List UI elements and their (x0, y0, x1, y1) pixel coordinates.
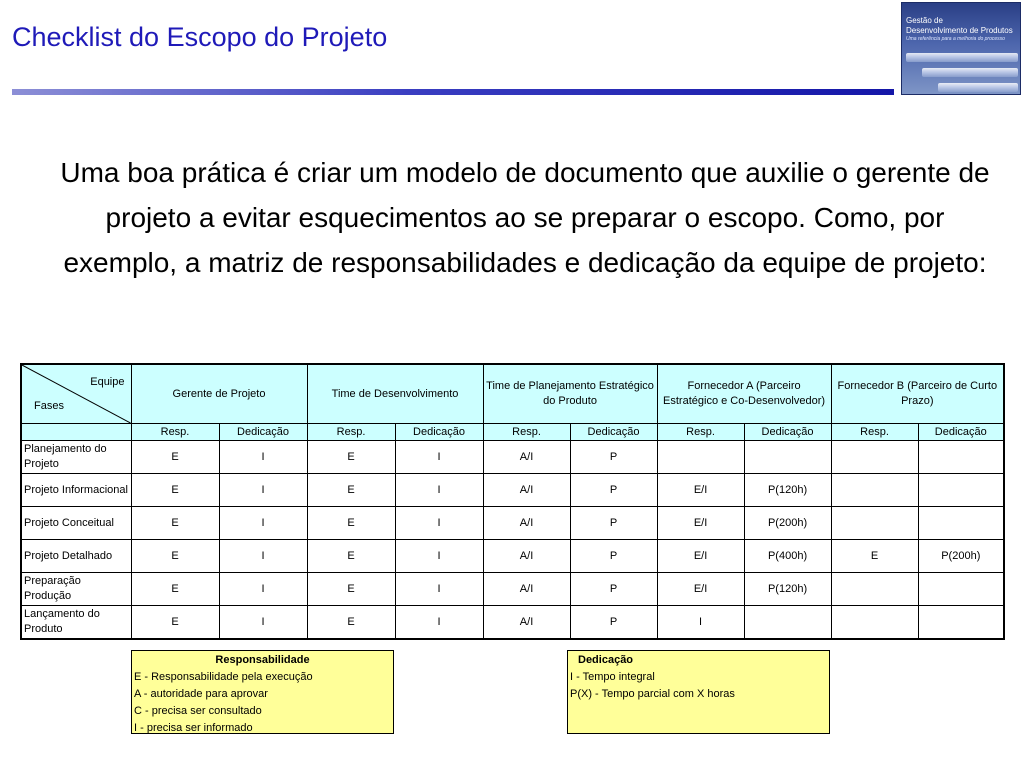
table-row (21, 507, 1004, 540)
subheader-dedicacao: Dedicação (395, 424, 483, 441)
corner-label-fases: Fases (34, 400, 64, 412)
subheader-dedicacao: Dedicação (570, 424, 657, 441)
table-cell: P (570, 441, 657, 474)
table-row (21, 474, 1004, 507)
table-cell: I (219, 474, 307, 507)
logo-graphic (906, 53, 1018, 95)
table-cell (657, 441, 744, 474)
legend-responsabilidade (131, 650, 394, 734)
team-header-row (21, 364, 1004, 424)
legend-item: E - Responsabilidade pela execução (134, 671, 313, 683)
logo-bar (906, 53, 1018, 62)
table-cell: P (570, 540, 657, 573)
logo-line-2: Desenvolvimento de Produtos (906, 26, 1013, 35)
table-cell (831, 573, 918, 606)
table-cell: I (219, 507, 307, 540)
table-cell (831, 441, 918, 474)
table-cell: E (307, 606, 395, 640)
table-cell (918, 573, 1004, 606)
table-cell: E (131, 474, 219, 507)
table-cell (918, 441, 1004, 474)
table-cell: P(120h) (744, 573, 831, 606)
table-cell: P(200h) (918, 540, 1004, 573)
table-cell: A/I (483, 540, 570, 573)
table-cell: P(200h) (744, 507, 831, 540)
table-cell: I (395, 474, 483, 507)
table-cell (831, 507, 918, 540)
table-cell: I (395, 507, 483, 540)
table-cell: I (657, 606, 744, 640)
table-cell: P(120h) (744, 474, 831, 507)
table-cell: I (219, 540, 307, 573)
table-cell: E (131, 606, 219, 640)
team-header: Gerente de Projeto (131, 364, 307, 424)
subheader-resp: Resp. (307, 424, 395, 441)
legend-title: Dedicação (578, 654, 634, 666)
table-cell: A/I (483, 573, 570, 606)
logo-bar (938, 83, 1018, 92)
phase-name: Preparação Produção (21, 573, 131, 606)
table-cell: I (395, 540, 483, 573)
table-cell (918, 606, 1004, 640)
table-cell: P (570, 474, 657, 507)
table-cell: I (219, 441, 307, 474)
subheader-dedicacao: Dedicação (744, 424, 831, 441)
subheader-resp: Resp. (831, 424, 918, 441)
intro-paragraph: Uma boa prática é criar um modelo de documento que auxilie o gerente de projeto a evitar esquecimentos ao se preparar o escopo. Como, por exemplo, a matriz de responsabilidades e dedicação da equipe de projeto: (60, 157, 990, 278)
legend-title: Responsabilidade (215, 654, 310, 666)
subheader-resp: Resp. (483, 424, 570, 441)
legend-item: I - Tempo integral (570, 671, 655, 683)
table-cell (918, 474, 1004, 507)
table-cell: E/I (657, 507, 744, 540)
table-cell: E/I (657, 474, 744, 507)
table-cell: E (307, 474, 395, 507)
legend-dedicacao (567, 650, 830, 734)
legend-item: I - precisa ser informado (134, 722, 253, 734)
phase-name: Lançamento do Produto (21, 606, 131, 640)
table-cell: A/I (483, 474, 570, 507)
table-cell: E/I (657, 573, 744, 606)
table-cell: E (307, 507, 395, 540)
table-cell: E (307, 573, 395, 606)
table-cell (744, 606, 831, 640)
table-cell (744, 441, 831, 474)
table-cell: E (131, 441, 219, 474)
subheader-resp: Resp. (657, 424, 744, 441)
table-cell: I (219, 606, 307, 640)
table-cell (831, 474, 918, 507)
table-row (21, 573, 1004, 606)
table-cell (831, 606, 918, 640)
corner-label-equipe: Equipe (90, 376, 125, 388)
table-cell: A/I (483, 441, 570, 474)
table-cell: E (131, 507, 219, 540)
table-cell: P (570, 507, 657, 540)
table-cell: A/I (483, 606, 570, 640)
page-title: Checklist do Escopo do Projeto (12, 22, 388, 52)
table-cell: E (131, 540, 219, 573)
table-cell (918, 507, 1004, 540)
team-header: Time de Planejamento Estratégico do Produto (483, 364, 657, 424)
table-cell: E/I (657, 540, 744, 573)
logo-line-1: Gestão de (906, 16, 943, 25)
table-cell: E (131, 573, 219, 606)
table-cell: P(400h) (744, 540, 831, 573)
title-underline (12, 89, 894, 95)
logo-tagline: Uma referência para a melhoria do processo (906, 36, 1005, 42)
subheader-dedicacao: Dedicação (219, 424, 307, 441)
phase-name: Projeto Informacional (21, 474, 131, 507)
table-cell: P (570, 573, 657, 606)
table-cell: E (307, 441, 395, 474)
phase-name: Projeto Conceitual (21, 507, 131, 540)
phase-name: Projeto Detalhado (21, 540, 131, 573)
team-header: Fornecedor B (Parceiro de Curto Prazo) (831, 364, 1004, 424)
subheader-blank (21, 424, 131, 441)
table-cell: I (395, 573, 483, 606)
diagonal-line (22, 365, 131, 423)
corner-cell (21, 364, 131, 424)
table-cell: I (395, 441, 483, 474)
team-header: Time de Desenvolvimento (307, 364, 483, 424)
legend-item: C - precisa ser consultado (134, 705, 262, 717)
table-cell: A/I (483, 507, 570, 540)
team-header: Fornecedor A (Parceiro Estratégico e Co-Desenvolvedor) (657, 364, 831, 424)
logo-text (906, 16, 1018, 42)
table-cell: E (307, 540, 395, 573)
legend-item: P(X) - Tempo parcial com X horas (570, 688, 735, 700)
subheader-resp: Resp. (131, 424, 219, 441)
logo-bar (922, 68, 1018, 77)
phase-name: Planejamento do Projeto (21, 441, 131, 474)
subheader-row (21, 424, 1004, 441)
responsibility-matrix (20, 363, 1005, 640)
table-cell: I (395, 606, 483, 640)
legend-item: A - autoridade para aprovar (134, 688, 268, 700)
table-cell: P (570, 606, 657, 640)
table-cell: I (219, 573, 307, 606)
brand-logo (901, 2, 1021, 95)
table-cell: E (831, 540, 918, 573)
subheader-dedicacao: Dedicação (918, 424, 1004, 441)
table-row (21, 441, 1004, 474)
table-row (21, 606, 1004, 640)
table-row (21, 540, 1004, 573)
